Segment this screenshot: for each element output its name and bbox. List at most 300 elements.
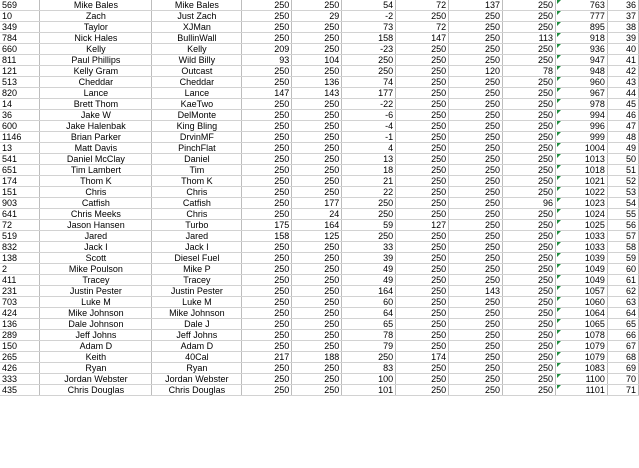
cell-score-2[interactable]: 104 [292,55,342,66]
cell-name[interactable]: Mike Poulson [40,264,152,275]
cell-rank[interactable]: 45 [607,99,638,110]
cell-score-6[interactable]: 250 [503,88,556,99]
cell-score-1[interactable]: 209 [242,44,292,55]
cell-rank[interactable]: 62 [607,286,638,297]
cell-name[interactable]: Jack I [40,242,152,253]
cell-score-4[interactable]: 174 [396,352,449,363]
cell-score-1[interactable]: 250 [242,99,292,110]
cell-score-4[interactable]: 250 [396,143,449,154]
cell-name[interactable]: Jared [40,231,152,242]
cell-id[interactable]: 138 [0,253,40,264]
cell-id[interactable]: 426 [0,363,40,374]
cell-score-3[interactable]: 18 [342,165,396,176]
cell-total[interactable]: 1033 [555,231,607,242]
cell-rank[interactable]: 68 [607,352,638,363]
cell-id[interactable]: 150 [0,341,40,352]
cell-score-1[interactable]: 158 [242,231,292,242]
cell-score-3[interactable]: 79 [342,341,396,352]
cell-score-2[interactable]: 250 [292,330,342,341]
cell-id[interactable]: 36 [0,110,40,121]
cell-name[interactable]: Dale Johnson [40,319,152,330]
cell-score-3[interactable]: 49 [342,275,396,286]
cell-score-3[interactable]: 64 [342,308,396,319]
cell-score-2[interactable]: 250 [292,385,342,396]
cell-score-3[interactable]: 22 [342,187,396,198]
cell-id[interactable]: 435 [0,385,40,396]
cell-score-1[interactable]: 250 [242,330,292,341]
cell-nickname[interactable]: Adam D [152,341,242,352]
cell-score-2[interactable]: 250 [292,66,342,77]
cell-rank[interactable]: 41 [607,55,638,66]
cell-rank[interactable]: 38 [607,22,638,33]
cell-nickname[interactable]: DelMonte [152,110,242,121]
cell-name[interactable]: Jason Hansen [40,220,152,231]
cell-score-2[interactable]: 24 [292,209,342,220]
cell-rank[interactable]: 39 [607,33,638,44]
cell-score-2[interactable]: 250 [292,121,342,132]
cell-score-6[interactable]: 250 [503,220,556,231]
cell-score-3[interactable]: 78 [342,330,396,341]
cell-nickname[interactable]: Luke M [152,297,242,308]
cell-score-4[interactable]: 250 [396,275,449,286]
cell-score-6[interactable]: 250 [503,44,556,55]
cell-score-5[interactable]: 250 [449,308,503,319]
cell-score-2[interactable]: 250 [292,33,342,44]
cell-score-5[interactable]: 120 [449,66,503,77]
cell-id[interactable]: 121 [0,66,40,77]
cell-score-5[interactable]: 250 [449,22,503,33]
cell-score-5[interactable]: 250 [449,143,503,154]
cell-score-5[interactable]: 250 [449,132,503,143]
cell-score-6[interactable]: 113 [503,33,556,44]
cell-total[interactable]: 1049 [555,264,607,275]
cell-name[interactable]: Luke M [40,297,152,308]
cell-total[interactable]: 1078 [555,330,607,341]
cell-name[interactable]: Nick Hales [40,33,152,44]
cell-rank[interactable]: 40 [607,44,638,55]
cell-total[interactable]: 1057 [555,286,607,297]
cell-score-6[interactable]: 250 [503,176,556,187]
cell-score-2[interactable]: 250 [292,297,342,308]
cell-score-2[interactable]: 250 [292,0,342,11]
cell-nickname[interactable]: BullinWall [152,33,242,44]
cell-score-4[interactable]: 250 [396,374,449,385]
cell-total[interactable]: 999 [555,132,607,143]
cell-score-6[interactable]: 250 [503,352,556,363]
cell-score-6[interactable]: 250 [503,308,556,319]
cell-score-3[interactable]: 250 [342,352,396,363]
cell-score-2[interactable]: 250 [292,132,342,143]
cell-name[interactable]: Brett Thom [40,99,152,110]
cell-name[interactable]: Tracey [40,275,152,286]
cell-id[interactable]: 513 [0,77,40,88]
cell-score-5[interactable]: 250 [449,165,503,176]
cell-score-4[interactable]: 72 [396,0,449,11]
cell-total[interactable]: 1023 [555,198,607,209]
cell-score-5[interactable]: 250 [449,330,503,341]
cell-score-4[interactable]: 250 [396,198,449,209]
cell-score-5[interactable]: 137 [449,0,503,11]
cell-name[interactable]: Kelly [40,44,152,55]
cell-total[interactable]: 1033 [555,242,607,253]
cell-id[interactable]: 289 [0,330,40,341]
cell-rank[interactable]: 60 [607,264,638,275]
cell-name[interactable]: Jeff Johns [40,330,152,341]
cell-score-6[interactable]: 250 [503,264,556,275]
cell-nickname[interactable]: Mike Johnson [152,308,242,319]
cell-score-4[interactable]: 250 [396,385,449,396]
cell-score-2[interactable]: 164 [292,220,342,231]
cell-id[interactable]: 660 [0,44,40,55]
cell-score-3[interactable]: 13 [342,154,396,165]
cell-score-2[interactable]: 250 [292,341,342,352]
cell-name[interactable]: Scott [40,253,152,264]
cell-score-4[interactable]: 72 [396,22,449,33]
cell-score-6[interactable]: 250 [503,110,556,121]
cell-total[interactable]: 1064 [555,308,607,319]
cell-score-5[interactable]: 250 [449,44,503,55]
cell-total[interactable]: 1079 [555,341,607,352]
cell-score-2[interactable]: 250 [292,176,342,187]
cell-rank[interactable]: 56 [607,220,638,231]
cell-total[interactable]: 936 [555,44,607,55]
cell-score-4[interactable]: 250 [396,264,449,275]
cell-score-2[interactable]: 250 [292,143,342,154]
cell-score-2[interactable]: 177 [292,198,342,209]
cell-rank[interactable]: 71 [607,385,638,396]
cell-nickname[interactable]: Lance [152,88,242,99]
cell-score-5[interactable]: 250 [449,198,503,209]
cell-name[interactable]: Lance [40,88,152,99]
cell-score-3[interactable]: 83 [342,363,396,374]
cell-score-5[interactable]: 250 [449,110,503,121]
cell-id[interactable]: 411 [0,275,40,286]
cell-score-5[interactable]: 250 [449,154,503,165]
cell-score-3[interactable]: 59 [342,220,396,231]
cell-id[interactable]: 174 [0,176,40,187]
cell-score-6[interactable]: 250 [503,275,556,286]
cell-rank[interactable]: 52 [607,176,638,187]
cell-score-3[interactable]: -22 [342,99,396,110]
cell-score-2[interactable]: 250 [292,165,342,176]
cell-total[interactable]: 1083 [555,363,607,374]
cell-nickname[interactable]: Outcast [152,66,242,77]
cell-rank[interactable]: 53 [607,187,638,198]
cell-score-1[interactable]: 250 [242,176,292,187]
cell-id[interactable]: 519 [0,231,40,242]
cell-score-6[interactable]: 250 [503,22,556,33]
cell-score-2[interactable]: 250 [292,110,342,121]
cell-name[interactable]: Mike Johnson [40,308,152,319]
cell-score-3[interactable]: 250 [342,198,396,209]
cell-score-3[interactable]: 177 [342,88,396,99]
cell-nickname[interactable]: Catfish [152,198,242,209]
cell-id[interactable]: 10 [0,11,40,22]
cell-score-6[interactable]: 250 [503,319,556,330]
cell-nickname[interactable]: 40Cal [152,352,242,363]
cell-score-4[interactable]: 127 [396,220,449,231]
cell-score-5[interactable]: 250 [449,176,503,187]
cell-score-4[interactable]: 250 [396,341,449,352]
cell-score-1[interactable]: 250 [242,286,292,297]
cell-score-1[interactable]: 250 [242,11,292,22]
cell-total[interactable]: 994 [555,110,607,121]
cell-rank[interactable]: 43 [607,77,638,88]
cell-score-2[interactable]: 250 [292,374,342,385]
cell-rank[interactable]: 64 [607,308,638,319]
cell-score-5[interactable]: 250 [449,99,503,110]
cell-score-1[interactable]: 250 [242,143,292,154]
cell-id[interactable]: 349 [0,22,40,33]
cell-score-1[interactable]: 250 [242,341,292,352]
cell-score-2[interactable]: 250 [292,286,342,297]
cell-name[interactable]: Kelly Gram [40,66,152,77]
cell-nickname[interactable]: Just Zach [152,11,242,22]
cell-total[interactable]: 895 [555,22,607,33]
cell-rank[interactable]: 50 [607,154,638,165]
cell-nickname[interactable]: Turbo [152,220,242,231]
cell-score-6[interactable]: 78 [503,66,556,77]
cell-total[interactable]: 763 [555,0,607,11]
cell-rank[interactable]: 44 [607,88,638,99]
cell-total[interactable]: 996 [555,121,607,132]
cell-score-4[interactable]: 250 [396,110,449,121]
cell-id[interactable]: 265 [0,352,40,363]
cell-score-2[interactable]: 250 [292,264,342,275]
cell-id[interactable]: 72 [0,220,40,231]
cell-rank[interactable]: 55 [607,209,638,220]
cell-nickname[interactable]: Thom K [152,176,242,187]
cell-score-6[interactable]: 250 [503,132,556,143]
cell-id[interactable]: 651 [0,165,40,176]
cell-score-2[interactable]: 125 [292,231,342,242]
cell-score-3[interactable]: 250 [342,231,396,242]
cell-name[interactable]: Tim Lambert [40,165,152,176]
cell-nickname[interactable]: Diesel Fuel [152,253,242,264]
cell-name[interactable]: Keith [40,352,152,363]
cell-score-2[interactable]: 136 [292,77,342,88]
cell-score-5[interactable]: 250 [449,253,503,264]
cell-id[interactable]: 424 [0,308,40,319]
cell-name[interactable]: Adam D [40,341,152,352]
cell-score-4[interactable]: 250 [396,44,449,55]
cell-total[interactable]: 1049 [555,275,607,286]
cell-name[interactable]: Chris [40,187,152,198]
cell-score-4[interactable]: 250 [396,176,449,187]
cell-id[interactable]: 333 [0,374,40,385]
cell-score-5[interactable]: 250 [449,363,503,374]
cell-rank[interactable]: 46 [607,110,638,121]
cell-score-1[interactable]: 250 [242,0,292,11]
cell-total[interactable]: 967 [555,88,607,99]
cell-nickname[interactable]: Wild Billy [152,55,242,66]
cell-score-6[interactable]: 250 [503,253,556,264]
cell-score-4[interactable]: 250 [396,121,449,132]
cell-score-4[interactable]: 250 [396,187,449,198]
cell-score-5[interactable]: 250 [449,297,503,308]
cell-nickname[interactable]: Mike P [152,264,242,275]
cell-score-4[interactable]: 250 [396,319,449,330]
cell-score-6[interactable]: 250 [503,231,556,242]
cell-name[interactable]: Chris Douglas [40,385,152,396]
cell-score-5[interactable]: 250 [449,88,503,99]
cell-name[interactable]: Chris Meeks [40,209,152,220]
cell-score-4[interactable]: 250 [396,99,449,110]
cell-name[interactable]: Zach [40,11,152,22]
cell-score-1[interactable]: 250 [242,209,292,220]
cell-score-5[interactable]: 250 [449,55,503,66]
cell-score-3[interactable]: -6 [342,110,396,121]
cell-id[interactable]: 231 [0,286,40,297]
cell-name[interactable]: Taylor [40,22,152,33]
cell-score-6[interactable]: 250 [503,143,556,154]
cell-score-4[interactable]: 250 [396,363,449,374]
cell-score-4[interactable]: 250 [396,11,449,22]
cell-score-3[interactable]: -4 [342,121,396,132]
cell-score-6[interactable]: 250 [503,121,556,132]
cell-nickname[interactable]: Chris Douglas [152,385,242,396]
cell-rank[interactable]: 61 [607,275,638,286]
cell-total[interactable]: 960 [555,77,607,88]
cell-score-1[interactable]: 250 [242,275,292,286]
cell-name[interactable]: Daniel McClay [40,154,152,165]
cell-total[interactable]: 1025 [555,220,607,231]
cell-score-6[interactable]: 250 [503,165,556,176]
cell-score-4[interactable]: 250 [396,231,449,242]
cell-score-4[interactable]: 250 [396,77,449,88]
cell-name[interactable]: Jake Halenbak [40,121,152,132]
cell-score-5[interactable]: 250 [449,264,503,275]
cell-score-1[interactable]: 250 [242,66,292,77]
cell-score-4[interactable]: 250 [396,132,449,143]
cell-score-6[interactable]: 250 [503,242,556,253]
cell-score-4[interactable]: 250 [396,297,449,308]
cell-score-3[interactable]: 4 [342,143,396,154]
cell-id[interactable]: 13 [0,143,40,154]
cell-rank[interactable]: 66 [607,330,638,341]
cell-total[interactable]: 978 [555,99,607,110]
cell-id[interactable]: 811 [0,55,40,66]
cell-score-3[interactable]: 39 [342,253,396,264]
cell-score-4[interactable]: 250 [396,253,449,264]
cell-id[interactable]: 703 [0,297,40,308]
cell-rank[interactable]: 51 [607,165,638,176]
cell-score-1[interactable]: 250 [242,374,292,385]
cell-score-2[interactable]: 250 [292,242,342,253]
cell-score-2[interactable]: 250 [292,99,342,110]
cell-score-1[interactable]: 175 [242,220,292,231]
cell-score-1[interactable]: 250 [242,385,292,396]
cell-score-6[interactable]: 250 [503,363,556,374]
cell-total[interactable]: 947 [555,55,607,66]
cell-score-2[interactable]: 143 [292,88,342,99]
cell-rank[interactable]: 57 [607,231,638,242]
cell-score-3[interactable]: 73 [342,22,396,33]
cell-rank[interactable]: 67 [607,341,638,352]
cell-name[interactable]: Brian Parker [40,132,152,143]
cell-score-3[interactable]: -1 [342,132,396,143]
cell-score-5[interactable]: 250 [449,385,503,396]
cell-name[interactable]: Cheddar [40,77,152,88]
cell-score-6[interactable]: 250 [503,77,556,88]
cell-score-1[interactable]: 217 [242,352,292,363]
cell-score-5[interactable]: 250 [449,341,503,352]
cell-score-3[interactable]: 33 [342,242,396,253]
cell-nickname[interactable]: Chris [152,209,242,220]
cell-id[interactable]: 820 [0,88,40,99]
cell-score-5[interactable]: 250 [449,220,503,231]
cell-score-4[interactable]: 250 [396,154,449,165]
cell-total[interactable]: 1100 [555,374,607,385]
cell-nickname[interactable]: Jack I [152,242,242,253]
cell-rank[interactable]: 54 [607,198,638,209]
cell-id[interactable]: 541 [0,154,40,165]
cell-score-1[interactable]: 93 [242,55,292,66]
cell-name[interactable]: Ryan [40,363,152,374]
cell-score-4[interactable]: 250 [396,242,449,253]
cell-score-6[interactable]: 250 [503,187,556,198]
cell-score-3[interactable]: 21 [342,176,396,187]
cell-rank[interactable]: 42 [607,66,638,77]
cell-name[interactable]: Paul Phillips [40,55,152,66]
cell-score-5[interactable]: 250 [449,209,503,220]
cell-score-2[interactable]: 250 [292,363,342,374]
cell-total[interactable]: 918 [555,33,607,44]
cell-score-4[interactable]: 250 [396,165,449,176]
cell-rank[interactable]: 36 [607,0,638,11]
cell-score-5[interactable]: 250 [449,231,503,242]
cell-score-3[interactable]: 60 [342,297,396,308]
cell-nickname[interactable]: DrvinMF [152,132,242,143]
cell-score-6[interactable]: 250 [503,99,556,110]
cell-id[interactable]: 832 [0,242,40,253]
cell-score-2[interactable]: 250 [292,319,342,330]
cell-score-4[interactable]: 250 [396,330,449,341]
cell-score-3[interactable]: 101 [342,385,396,396]
cell-total[interactable]: 1013 [555,154,607,165]
cell-score-5[interactable]: 250 [449,242,503,253]
cell-score-4[interactable]: 250 [396,308,449,319]
cell-score-3[interactable]: 158 [342,33,396,44]
cell-score-6[interactable]: 250 [503,286,556,297]
cell-name[interactable]: Justin Pester [40,286,152,297]
cell-rank[interactable]: 49 [607,143,638,154]
cell-score-4[interactable]: 250 [396,55,449,66]
cell-nickname[interactable]: KaeTwo [152,99,242,110]
cell-score-5[interactable]: 250 [449,77,503,88]
cell-nickname[interactable]: Kelly [152,44,242,55]
cell-nickname[interactable]: PinchFlat [152,143,242,154]
cell-score-5[interactable]: 250 [449,121,503,132]
cell-score-2[interactable]: 250 [292,154,342,165]
cell-score-1[interactable]: 250 [242,77,292,88]
cell-score-1[interactable]: 250 [242,121,292,132]
cell-total[interactable]: 1079 [555,352,607,363]
cell-score-1[interactable]: 250 [242,154,292,165]
cell-score-6[interactable]: 250 [503,297,556,308]
cell-score-6[interactable]: 250 [503,11,556,22]
cell-name[interactable]: Jake W [40,110,152,121]
cell-score-2[interactable]: 250 [292,187,342,198]
cell-total[interactable]: 1018 [555,165,607,176]
cell-total[interactable]: 1024 [555,209,607,220]
cell-score-2[interactable]: 250 [292,308,342,319]
cell-score-5[interactable]: 250 [449,33,503,44]
cell-nickname[interactable]: Jordan Webster [152,374,242,385]
cell-score-1[interactable]: 250 [242,264,292,275]
cell-score-4[interactable]: 147 [396,33,449,44]
cell-name[interactable]: Jordan Webster [40,374,152,385]
